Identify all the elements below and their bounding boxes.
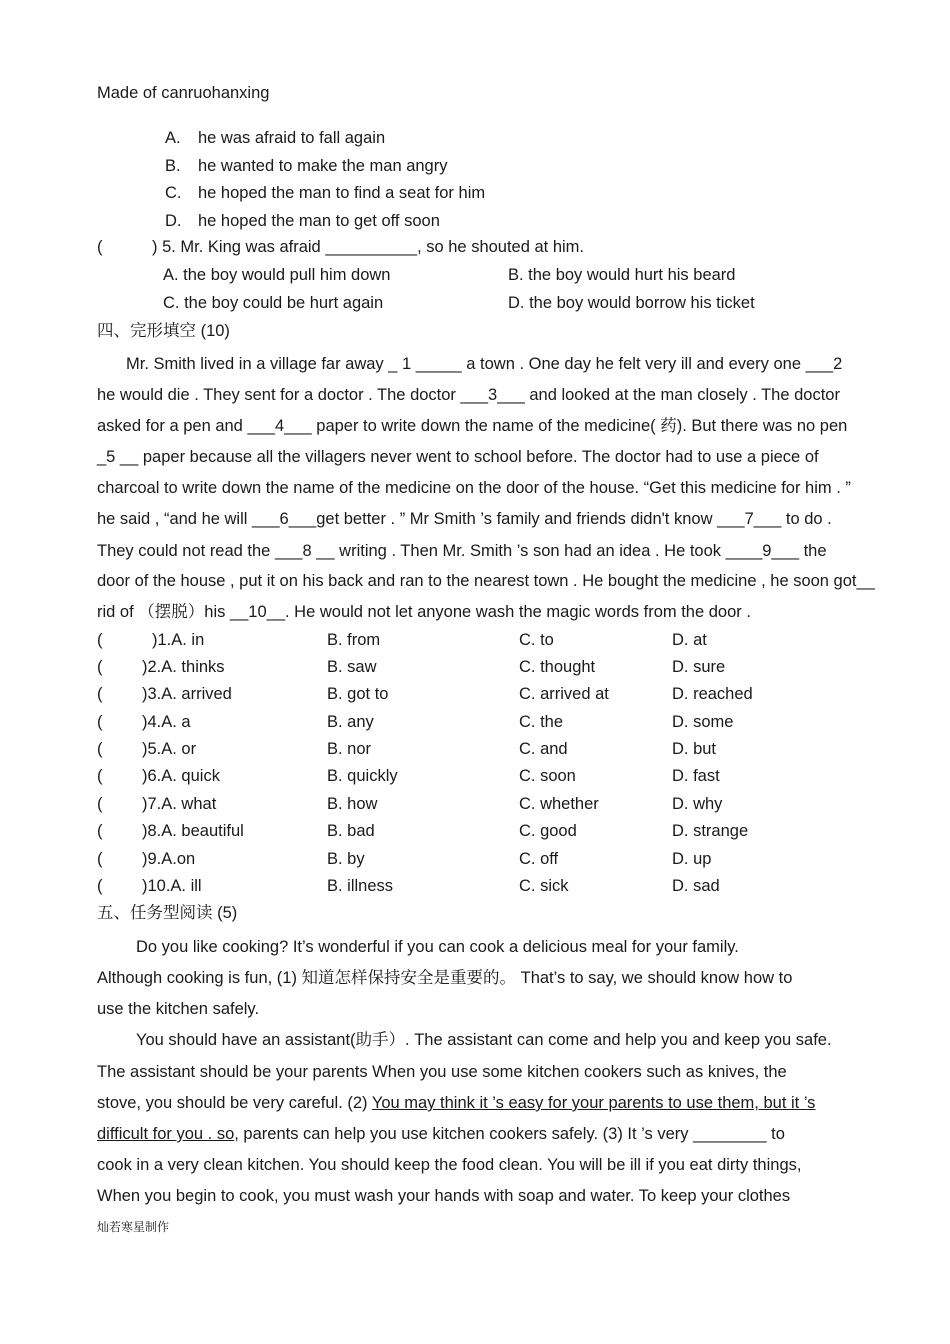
- option-d: D. but: [672, 740, 717, 758]
- option-d: D. some: [672, 713, 734, 731]
- option-a: )8.A. beautiful: [142, 822, 244, 840]
- passage-line: You should have an assistant(助手）. The assistant can come and help you and keep you safe.: [136, 1031, 832, 1049]
- option-c: C. whether: [519, 795, 599, 813]
- option-d: D. why: [672, 795, 723, 813]
- passage-line: cook in a very clean kitchen. You should keep the food clean. You will be ill if you eat dirty things,: [97, 1156, 802, 1174]
- option-text: he hoped the man to get off soon: [198, 212, 440, 230]
- question-stem: ) 5. Mr. King was afraid __________, so he shouted at him.: [152, 238, 585, 256]
- option-a: )10.A. ill: [142, 877, 202, 895]
- passage-line: he would die . They sent for a doctor . The doctor ___3___ and looked at the man closely . The doctor: [97, 386, 840, 404]
- option-c: C. to: [519, 631, 554, 649]
- answer-paren: (: [97, 658, 103, 676]
- section-5-title: 五、任务型阅读 (5): [97, 904, 238, 922]
- option-c: C. sick: [519, 877, 569, 895]
- option-c: C. arrived at: [519, 685, 609, 703]
- passage-line: Do you like cooking? It’s wonderful if you can cook a delicious meal for your family.: [136, 938, 739, 956]
- option-b: B. the boy would hurt his beard: [508, 266, 736, 284]
- passage-line: he said , “and he will ___6___get better . ” Mr Smith ’s family and friends didn't know ___7___ to do .: [97, 510, 832, 528]
- page-footer: 灿若寒星制作: [97, 1220, 170, 1234]
- answer-paren: (: [97, 795, 103, 813]
- answer-paren: (: [97, 767, 103, 785]
- option-a: )6.A. quick: [142, 767, 220, 785]
- answer-paren: (: [97, 685, 103, 703]
- passage-line: door of the house , put it on his back and ran to the nearest town . He bought the medicine , he soon got__: [97, 572, 875, 590]
- option-a: )9.A.on: [142, 850, 196, 868]
- passage-line: Mr. Smith lived in a village far away _ 1 _____ a town . One day he felt very ill and every one ___2: [126, 355, 843, 373]
- option-d: D. strange: [672, 822, 749, 840]
- option-a: )7.A. what: [142, 795, 217, 813]
- option-b: B. illness: [327, 877, 394, 895]
- option-letter: C.: [165, 184, 182, 202]
- passage-line: Although cooking is fun, (1) 知道怎样保持安全是重要的。 That’s to say, we should know how to: [97, 969, 793, 987]
- option-b: B. saw: [327, 658, 377, 676]
- option-a: )2.A. thinks: [142, 658, 225, 676]
- option-d: D. sure: [672, 658, 726, 676]
- option-a: )4.A. a: [142, 713, 191, 731]
- answer-paren: (: [97, 713, 103, 731]
- option-text: he hoped the man to find a seat for him: [198, 184, 486, 202]
- answer-paren: (: [97, 822, 103, 840]
- option-c: C. the boy could be hurt again: [163, 294, 384, 312]
- option-c: C. and: [519, 740, 568, 758]
- passage-line: use the kitchen safely.: [97, 1000, 260, 1018]
- passage-line: When you begin to cook, you must wash your hands with soap and water. To keep your clothes: [97, 1187, 791, 1205]
- option-a: )1.A. in: [152, 631, 205, 649]
- passage-text: stove, you should be very careful. (2): [97, 1094, 372, 1112]
- answer-paren: (: [97, 740, 103, 758]
- option-b: B. by: [327, 850, 365, 868]
- answer-paren: (: [97, 631, 103, 649]
- section-4-title: 四、完形填空 (10): [97, 322, 230, 340]
- option-d: D. fast: [672, 767, 720, 785]
- passage-line: [97, 1093, 815, 1113]
- passage-line: [97, 1124, 785, 1144]
- option-d: D. the boy would borrow his ticket: [508, 294, 755, 312]
- passage-line: The assistant should be your parents When you use some kitchen cookers such as knives, the: [97, 1063, 787, 1081]
- passage-line: charcoal to write down the name of the medicine on the door of the house. “Get this medicine for him . ”: [97, 479, 851, 497]
- answer-paren: (: [97, 877, 103, 895]
- option-text: he wanted to make the man angry: [198, 157, 448, 175]
- option-b: B. bad: [327, 822, 375, 840]
- option-b: B. any: [327, 713, 374, 731]
- option-a: A. the boy would pull him down: [163, 266, 391, 284]
- passage-line: _5 __ paper because all the villagers never went to school before. The doctor had to use a piece of: [97, 448, 819, 466]
- option-b: B. got to: [327, 685, 389, 703]
- answer-paren: (: [97, 238, 103, 256]
- underlined-sentence: difficult for you . so: [97, 1125, 235, 1143]
- passage-line: They could not read the ___8 __ writing . Then Mr. Smith ’s son had an idea . He took ____9___ the: [97, 542, 827, 560]
- option-letter: A.: [165, 129, 181, 147]
- option-c: C. soon: [519, 767, 576, 785]
- option-d: D. up: [672, 850, 712, 868]
- underlined-sentence: You may think it ’s easy for your parents to use them, but it ’s: [371, 1094, 816, 1112]
- option-b: B. how: [327, 795, 378, 813]
- option-d: D. at: [672, 631, 707, 649]
- answer-paren: (: [97, 850, 103, 868]
- option-c: C. good: [519, 822, 577, 840]
- option-b: B. quickly: [327, 767, 398, 785]
- option-c: C. thought: [519, 658, 596, 676]
- option-b: B. from: [327, 631, 381, 649]
- option-d: D. sad: [672, 877, 720, 895]
- option-a: )3.A. arrived: [142, 685, 232, 703]
- page-header: Made of canruohanxing: [97, 84, 270, 102]
- option-d: D. reached: [672, 685, 753, 703]
- passage-line: asked for a pen and ___4___ paper to write down the name of the medicine( 药). But there was no pen: [97, 417, 848, 435]
- passage-text: , parents can help you use kitchen cookers safely. (3) It ’s very ________ to: [234, 1125, 785, 1143]
- option-text: he was afraid to fall again: [198, 129, 386, 147]
- option-letter: D.: [165, 212, 182, 230]
- option-letter: B.: [165, 157, 181, 175]
- option-c: C. the: [519, 713, 564, 731]
- passage-line: rid of （摆脱）his __10__. He would not let anyone wash the magic words from the door .: [97, 603, 751, 621]
- option-b: B. nor: [327, 740, 372, 758]
- option-c: C. off: [519, 850, 559, 868]
- option-a: )5.A. or: [142, 740, 197, 758]
